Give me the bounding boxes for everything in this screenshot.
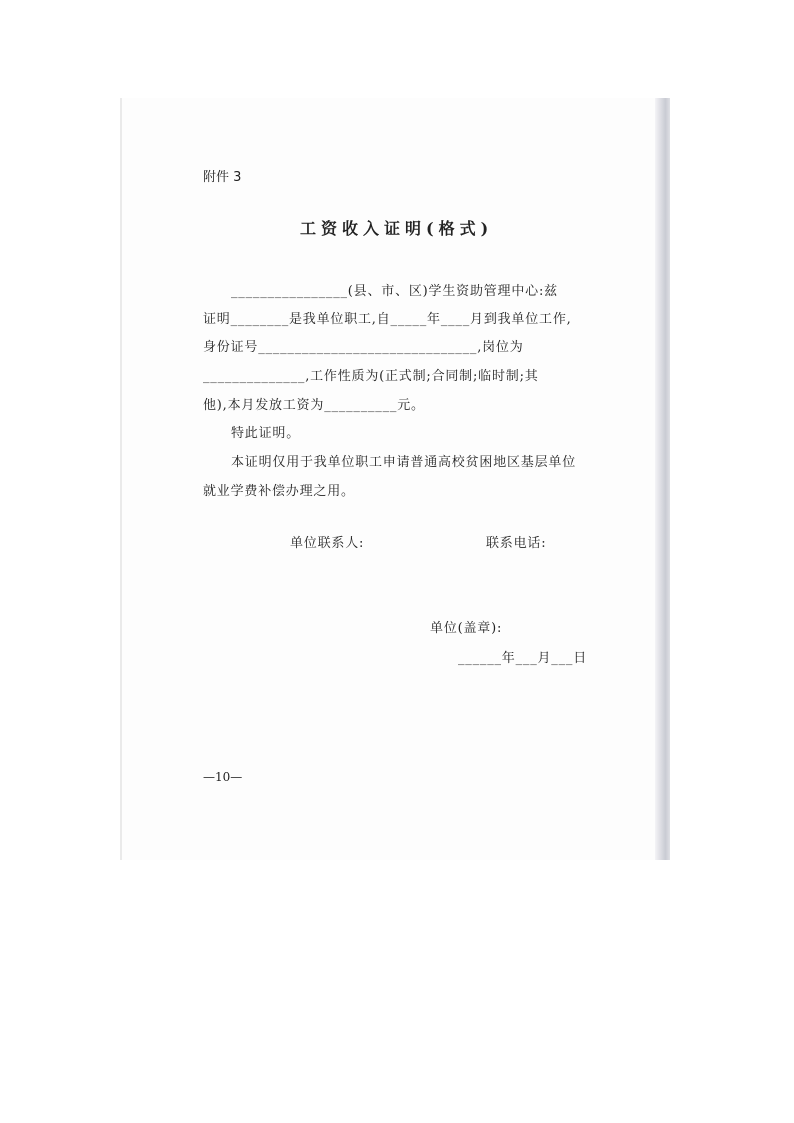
paragraph-1-line-3: 身份证号______________________________,岗位为 (203, 340, 524, 355)
contact-person-label: 单位联系人: (290, 536, 365, 551)
document-title: 工资收入证明(格式) (300, 219, 494, 238)
attachment-label: 附件 3 (203, 170, 242, 185)
scanned-page (120, 98, 670, 860)
page-number: —10— (203, 770, 243, 784)
paragraph-2-line-1: 本证明仅用于我单位职工申请普通高校贫困地区基层单位 (231, 455, 577, 470)
date-line: ______年___月___日 (458, 651, 587, 666)
contact-phone-label: 联系电话: (486, 536, 547, 551)
scan-left-edge (120, 98, 122, 860)
paragraph-2-line-2: 就业学费补偿办理之用。 (203, 484, 355, 499)
special-note: 特此证明。 (231, 426, 301, 441)
paragraph-1-line-2: 证明________是我单位职工,自_____年____月到我单位工作, (203, 312, 572, 327)
paragraph-1-line-4: ______________,工作性质为(正式制;合同制;临时制;其 (203, 369, 539, 384)
unit-seal-label: 单位(盖章): (430, 621, 503, 636)
paragraph-1-line-5: 他),本月发放工资为__________元。 (203, 398, 425, 413)
scan-right-edge-shadow (655, 98, 670, 860)
paragraph-1-line-1: ________________(县、市、区)学生资助管理中心:兹 (231, 284, 558, 299)
